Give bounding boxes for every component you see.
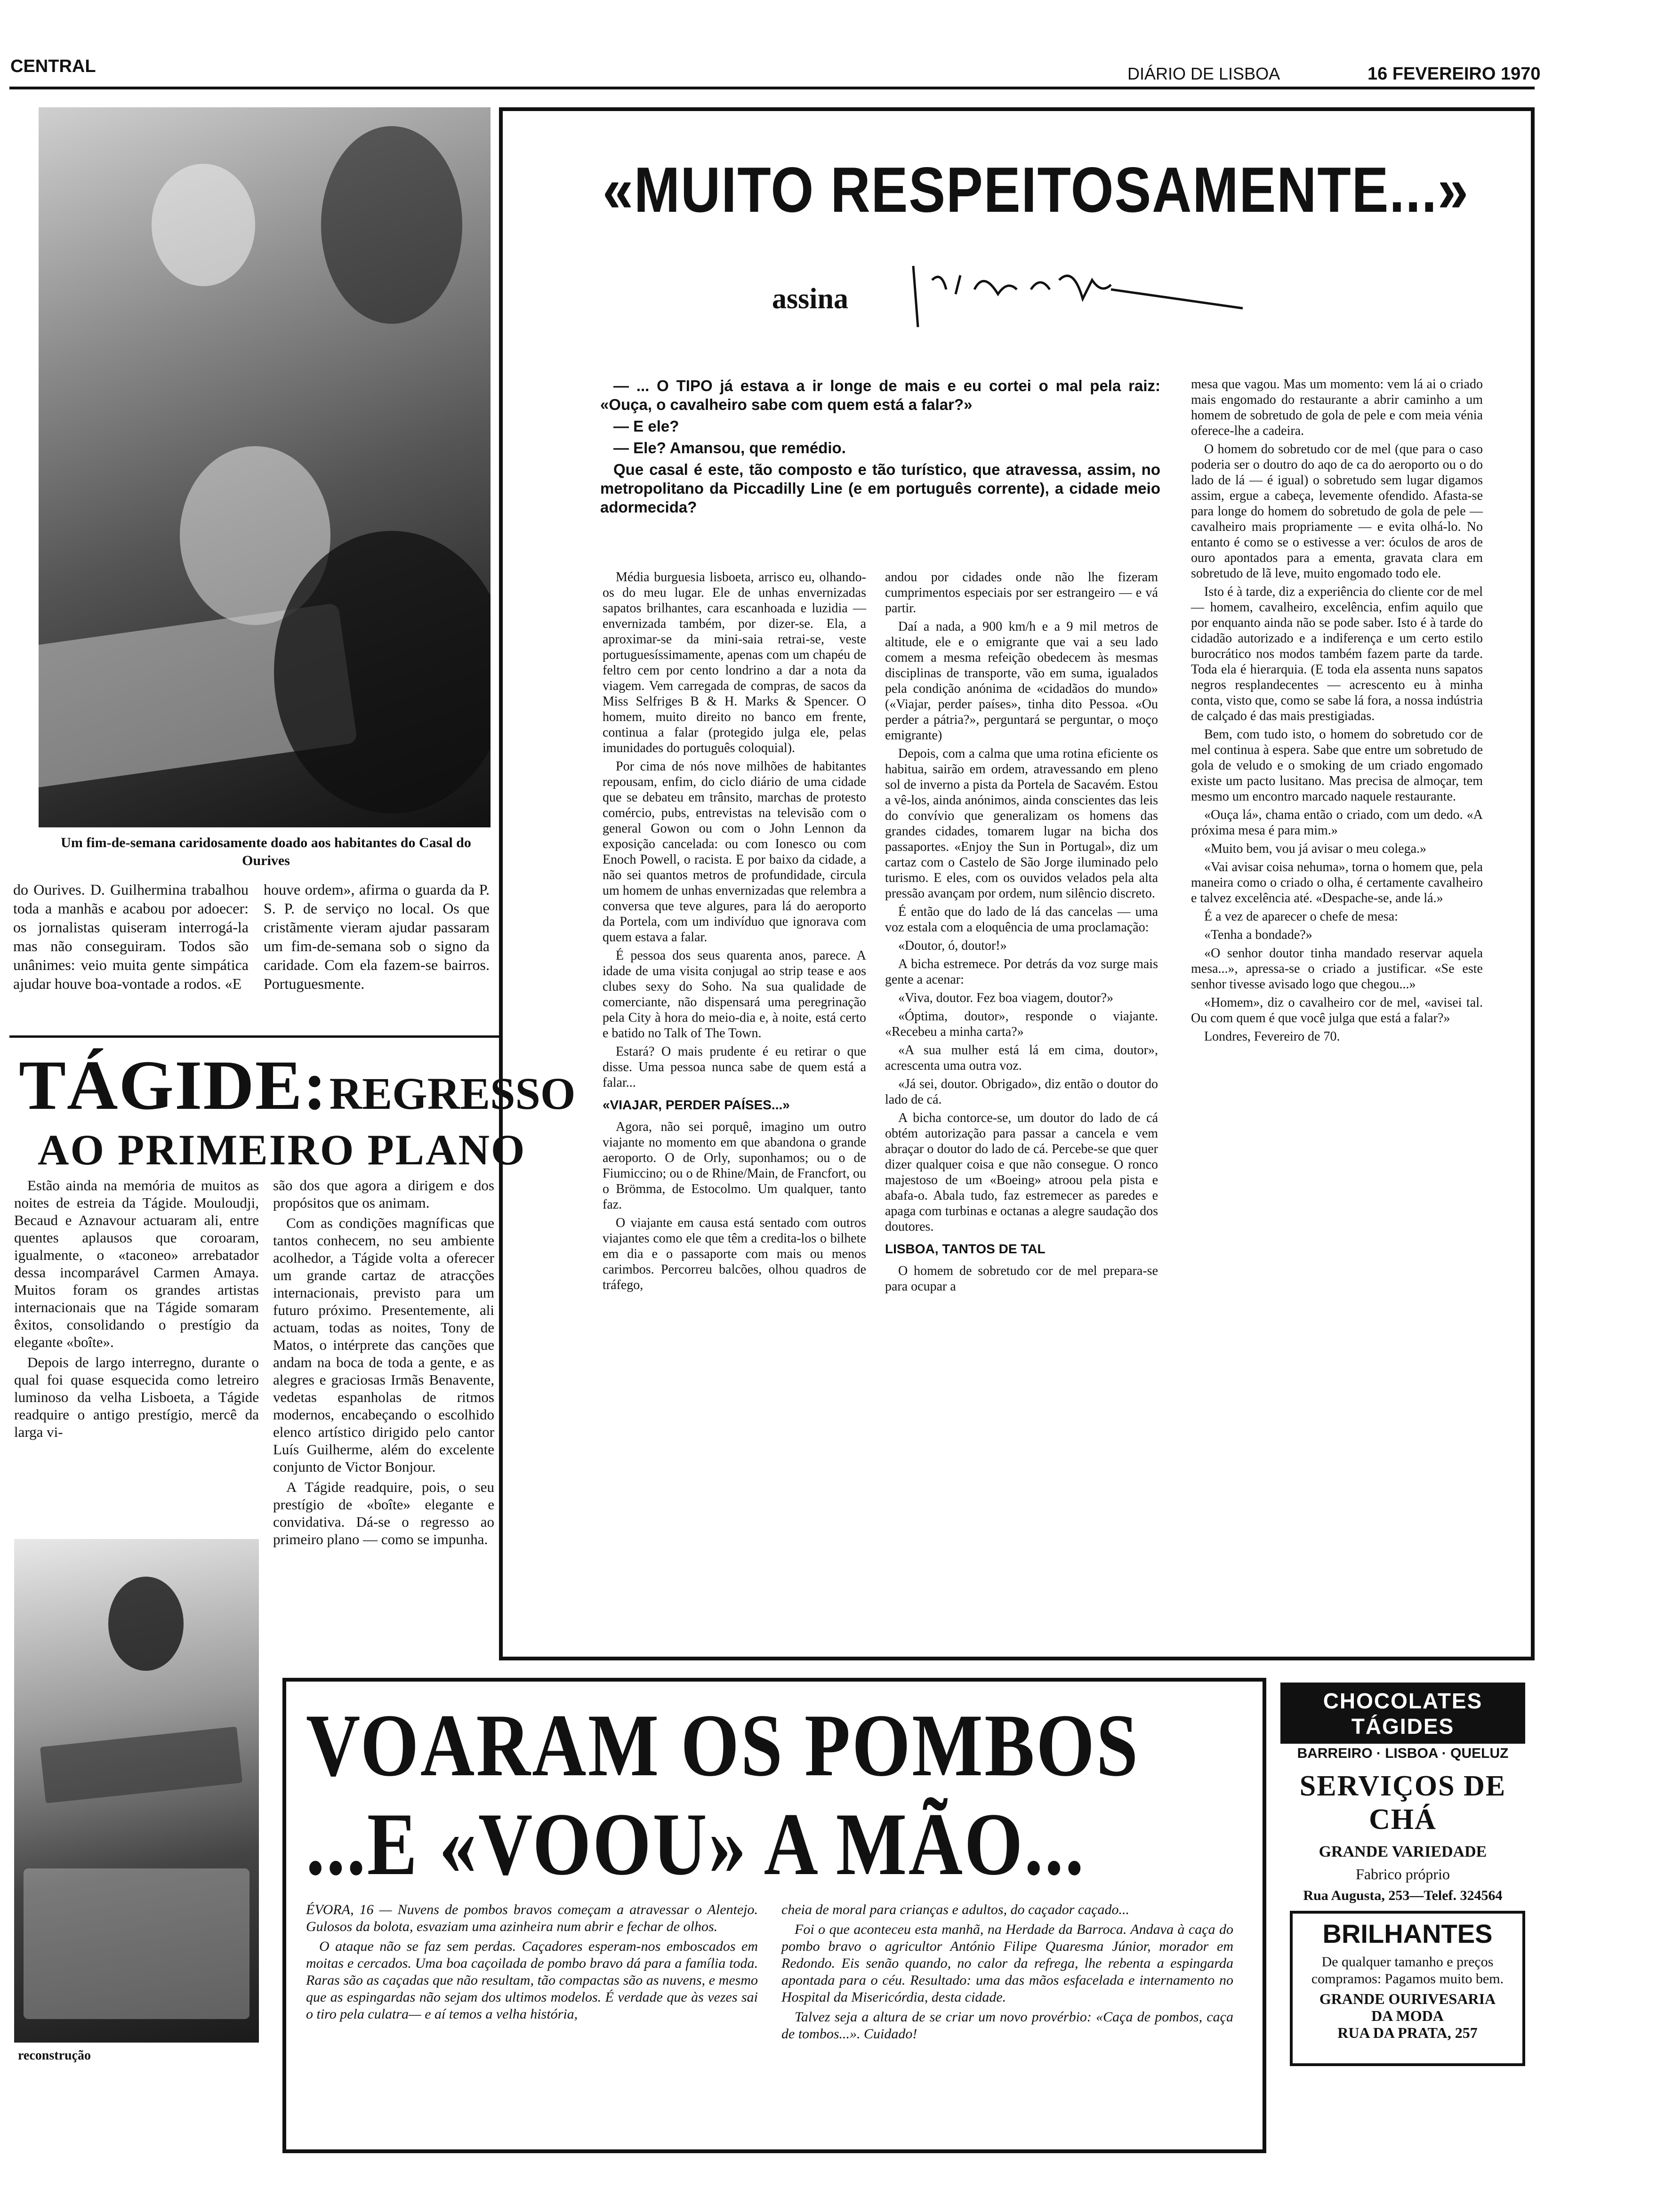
header-rule [9,87,1535,89]
main-col3-p7: «Vai avisar coisa nehuma», torna o homem que, pela maneira como o criado o olha, é certamente cavalheiro e talvez excelência até. «Despache-se, ande lá.» [1191,860,1483,906]
byline-label: assina [772,283,848,315]
main-col2-p9: «A sua mulher está lá em cima, doutor», acrescenta uma outra voz. [885,1043,1158,1073]
main-col3-p9: «Tenha a bondade?» [1204,928,1312,942]
lead-p4: Que casal é este, tão composto e tão turístico, que atravessa, assim, no metropolitano da Piccadilly Line (e em português corrente), a cidade meio adormecida? [600,461,1160,516]
tagide-col1 [14,1177,259,1443]
tagide-col1-p1: Estão ainda na memória de muitos as noites de estreia da Tágide. Mouloudji, Becaud e Aznavour actuaram ali, entre quentes aplausos que coroaram, igualmente, o «taconeo» arrebatador dessa incomparável Carmen Amaya. Muitos foram os grandes artistas internacionais que na Tágide somaram êxitos, consolidando o prestígio da elegante «boîte». [14,1177,259,1350]
main-col2-p2: Daí a nada, a 900 km/h e a 9 mil metros de altitude, ele e o emigrante que vai a seu lado comem a mesma refeição obedecem às mesmas disciplinas de transporte, vão em suma, igualados pela condição anónima de «cidadãos do mundo» («Viajar, perder países», tinha dito Pessoa. «Ou perder a pátria?», perguntará se perguntar, o moço emigrante) [885,619,1158,743]
main-col2-p1: andou por cidades onde não lhe fizeram cumprimentos especiais por ser estrangeiro — e vá partir. [885,570,1158,616]
brilhantes-title: BRILHANTES [1322,1919,1493,1948]
signature-scribble [904,261,1280,332]
left-story-col2 [264,880,490,996]
newspaper-name: DIÁRIO DE LISBOA [1127,64,1280,83]
tagide-headline-rest: REGRESSO [329,1068,576,1119]
main-col1-p2: Por cima de nós nove milhões de habitantes repousam, enfim, do ciclo diário de uma cidade que se debateu em trânsito, marchas de protesto comércio, pubs, entrevistas na televisão com o general Gowon ou com o John Lennon da exposição cancelada: ou com Ionesco ou com Enoch Powell, o racista. E por baixo da cidade, a não sei quantos metros de profundidade, circula um homem de unhas envernizadas que relembra a conversa que teve algures, para lá do aeroporto da Portela, com um indivíduo que ignorava com quem estava a falar. [603,759,866,945]
pombos-col2-p3: Talvez seja a altura de se criar um novo provérbio: «Caça de pombos, caça de tombos...». Cuidado! [781,2009,1233,2042]
tagide-headline-big: TÁGIDE: [19,1046,328,1124]
main-col2-p12: O homem de sobretudo cor de mel prepara-se para ocupar a [885,1264,1158,1294]
brilhantes-text: De qualquer tamanho e preços compramos: Pagamos muito bem. [1311,1954,1504,1987]
main-article-lead [600,377,1160,520]
cha-line2: Fabrico próprio [1356,1866,1450,1883]
main-col2-p7: «Viva, doutor. Fez boa viagem, doutor?» [898,991,1114,1005]
chocolates-brand: CHOCOLATES TÁGIDES [1283,1685,1522,1742]
main-col3-p11: «Homem», diz o cavalheiro cor de mel, «avisei tal. Ou com quem é que você julga que está a falar?» [1191,995,1483,1026]
main-col2-p8: «Óptima, doutor», responde o viajante. «Recebeu a minha carta?» [885,1009,1158,1039]
left-story-col1-text: do Ourives. D. Guilhermina trabalhou toda a manhãs e acabou por adoecer: os jornalistas quiseram interrogá-la mas não conseguiram. Todos são unânimes: veio muita gente simpática ajudar houve boa-vontade a rodos. «E [13,881,249,992]
tagide-col2-p1: são dos que agora a dirigem e dos propósitos que os animam. [273,1177,494,1211]
pombos-headline-line1: VOARAM OS POMBOS [306,1696,1140,1795]
tagide-col2-p2: Com as condições magníficas que tantos conhecem, no seu ambiente acolhedor, a Tágide volta a oferecer um grande cartaz de atracções internacionais, previsto para um futuro próximo. Presentemente, ali actuam, todas as noites, Tony de Matos, o intérprete das canções que andam na boca de toda a gente, e as alegres e graciosas Irmãs Benavente, vedetas espanholas de ritmos modernos, encabeçando o escolhido elenco artístico dirigido pelo cantor Luís Guilherme, além do excelente conjunto de Victor Bonjour. [273,1215,494,1475]
left-divider [9,1035,499,1038]
main-col1 [603,569,866,1296]
tagide-col2-p3: A Tágide readquire, pois, o seu prestígio de «boîte» elegante e convidativa. Dá-se o regresso ao primeiro plano — como se impunha. [273,1479,494,1547]
main-col2-p3: Depois, com a calma que uma rotina eficiente os habitua, sairão em ordem, atravessando em pleno sol de inverno a pista da Portela de Sacavém. Estou a vê-los, ainda anónimos, ainda conscientes das leis do convívio que generalizam os homens das grandes cidades, tomarem lugar na bicha dos passaportes. «Enjoy the Sun in Portugal», diz um cartaz com o Castelo de São Jorge iluminado pelo turismo. E eles, com os ouvidos velados pela alta pressão avançam por ordem, num silêncio discreto. [885,746,1158,901]
main-col1-p5: Agora, não sei porquê, imagino um outro viajante no momento em que abandona o grande aeroporto. O de Orly, suponhamos; ou o de Fiumiccino; ou o de Rhine/Main, de Francfort, ou o Brömma, de Estocolmo. Um qualquer, tanto faz. [603,1120,866,1212]
left-story-col1 [13,880,249,996]
main-col3-p5: «Ouça lá», chama então o criado, com um dedo. «A próxima mesa é para mim.» [1191,808,1483,838]
main-col1-p1: Média burguesia lisboeta, arrisco eu, olhando-os do meu lugar. Ele de unhas envernizadas sapatos brilhantes, cara escanhoada e luzidia — envernizada também, por dizer-se. Ela, a aproximar-se da mini-saia retrai-se, veste portuguesíssimamente, apenas com um chapéu de feltro cem por cento londrino a dar a nota da viagem. Vem carregada de compras, de sacos da Miss Selfriges B & H. Marks & Spencer. O homem, muito direito no banco em frente, continua a falar (protegido julga ele, pelas imunidades do português coloquial). [603,570,866,755]
reconstruction-photo [14,1539,259,2043]
chocolates-ad [1280,1683,1525,1761]
tagide-col1-p2: Depois de largo interregno, durante o qual foi quase esquecida como letreiro luminoso da velha Lisboeta, a Tágide readquire o antigo prestígio, mercê da larga vi- [14,1354,259,1440]
issue-date: 16 FEVEREIRO 1970 [1367,64,1541,84]
main-col2-p4: É então que do lado de lá das cancelas — uma voz estala com a eloquência de uma proclamação: [885,905,1158,935]
pombos-col2-p1: cheia de moral para crianças e adultos, do caçador caçado... [781,1902,1130,1917]
lead-p3: — Ele? Amansou, que remédio. [613,439,846,457]
section-label: CENTRAL [10,56,96,76]
main-col3-p4: Bem, com tudo isto, o homem do sobretudo cor de mel continua à espera. Sabe que entre um sobretudo de gola de veludo e o smoking de um criado engomado existe um pacto lusitano. Mas precisa de almoçar, tem mesmo um encontro marcado naquele restaurante. [1191,727,1483,804]
main-col1-p6: O viajante em causa está sentado com outros viajantes como ele que têm a credita-los o bilhete em dia e o passaporte com mais ou menos carimbos. Percorreu balcões, olhou quadros de tráfego, [603,1216,866,1292]
tagide-col2 [273,1177,494,1551]
main-col3-p6: «Muito bem, vou já avisar o meu colega.» [1204,842,1426,856]
main-col2-p11: A bicha contorce-se, um doutor do lado de cá obtém autorização para passar a cancela e vem abraçar o doutor do lado de cá. Percebe-se que quer dizer qualquer coisa e que não consegue. O ronco majestoso de um «Boeing» atroou pela pista e abafa-o. Abala tudo, faz estremecer as paredes e apaga com turbinas e octanas a alegre saudação dos doutores. [885,1111,1158,1234]
pombos-col1-p2: O ataque não se faz sem perdas. Caçadores esperam-nos emboscados em moitas e cercados. Uma boa caçoilada de pombo bravo dá para a família toda. Raras são as caçadas que não resultam, tão compactas são as nuvens, e mesmo que as espingardas não sejam dos ultimos modelos. É verdade que às vezes sai o tiro pela culatra— e aí temos a velha história, [306,1939,758,2022]
pombos-col2-p2: Foi o que aconteceu esta manhã, na Herdade da Barroca. Andava à caça do pombo bravo o agricultor António Filipe Quaresma Júnior, morador em Redondo. Eis senão quando, no calor da refrega, lhe rebenta a espingarda apontada para o céu. Resultado: uma das mãos esfacelada e internamento no Hospital da Misericórdia, desta cidade. [781,1922,1233,2005]
cha-ad [1280,1770,1525,1903]
cha-line1: GRANDE VARIEDADE [1319,1843,1487,1860]
pombos-col1-p1: ÉVORA, 16 — Nuvens de pombos bravos começam a atravessar o Alentejo. Gulosos da bolota, esvaziam uma azinheira num abrir e fechar de olhos. [306,1902,758,1934]
brilhantes-address: RUA DA PRATA, 257 [1337,2024,1478,2041]
pombos-col1 [306,1901,758,2026]
lead-p1: — ... O TIPO já estava a ir longe de mais e eu cortei o mal pela raiz: «Ouça, o cavalheiro sabe com quem está a falar?» [600,377,1160,413]
chocolates-places: BARREIRO · LISBOA · QUELUZ [1297,1746,1509,1761]
main-col1-p4: Estará? O mais prudente é eu retirar o que disse. Uma pessoa nunca sabe de quem está a falar... [603,1044,866,1090]
main-col1-p3: É pessoa dos seus quarenta anos, parece. A idade de uma visita conjugal ao strip tease e aos clubes sexy do Soho. Na sua qualidade de comerciante, não dispensará uma peregrinação pela City à hora do meio-dia e, à noite, está certo e batido no Talk of The Town. [603,948,866,1041]
brilhantes-store2: DA MODA [1371,2007,1444,2024]
main-col3-p2: O homem do sobretudo cor de mel (que para o caso poderia ser o doutro do aqo de ca do aeroporto ou o do lado de lá — é igual) o sobretudo sem lugar digamos assim, ergue a cabeça, levemente ofendido. Afasta-se para longe do homem do sobretudo de gola de pele — cavalheiro mais propriamente — e evita olhá-lo. No entanto é como se o estivesse a ver: óculos de aros de ouro apontados para a ementa, gravata clara em sobretudo de lã leve, muito engomado todo ele. [1191,442,1483,581]
main-col1-subhead: «VIAJAR, PERDER PAÍSES...» [603,1098,790,1112]
charity-photo-caption: Um fim-de-semana caridosamente doado aos habitantes do Casal do Ourives [61,835,471,868]
tagide-headline-line1 [19,1045,576,1126]
main-col3 [1191,377,1483,1047]
charity-photo [39,107,491,827]
main-article-title: «MUITO RESPEITOSAMENTE...» [603,154,1469,225]
main-col2-p5: «Doutor, ó, doutor!» [898,938,1007,953]
main-col2-p6: A bicha estremece. Por detrás da voz surge mais gente a acenar: [885,957,1158,987]
main-col2 [885,569,1158,1297]
reconstruction-caption: reconstrução [18,2048,91,2063]
brilhantes-store1: GRANDE OURIVESARIA [1319,1990,1496,2007]
main-col2-p10: «Já sei, doutor. Obrigado», diz então o doutor do lado de cá. [885,1077,1158,1107]
main-col3-p1: mesa que vagou. Mas um momento: vem lá ai o criado mais engomado do restaurante a abrir caminho a um homem de sobretudo de gola de pele e com meia vénia oferece-lhe a cadeira. [1191,377,1483,438]
main-col3-p10: «O senhor doutor tinha mandado reservar aquela mesa...», apressa-se o criado a justificar. «Se este senhor tivesse avisado logo que chegou...» [1191,946,1483,992]
cha-address: Rua Augusta, 253—Telef. 324564 [1303,1888,1503,1903]
brilhantes-ad [1290,1911,1525,2066]
tagide-headline-line2: AO PRIMEIRO PLANO [38,1126,526,1174]
cha-title: SERVIÇOS DE CHÁ [1299,1770,1506,1835]
author-signature [904,261,1280,332]
left-story-col2-text: houve ordem», afirma o guarda da P. S. P. de serviço no local. Os que cristãmente vieram ajudar passaram um fim-de-semana sob o signo da caridade. Com ela fazem-se bairros. Portuguesmente. [264,881,490,992]
lead-p2: — E ele? [613,417,679,435]
pombos-headline-line2: ...E «VOOU» A MÃO... [306,1795,1086,1894]
main-col3-p8: É a vez de aparecer o chefe de mesa: [1204,909,1398,924]
pombos-col2 [781,1901,1233,2045]
main-col2-subhead: LISBOA, TANTOS DE TAL [885,1242,1046,1256]
main-col3-dateline: Londres, Fevereiro de 70. [1204,1029,1340,1044]
main-col3-p3: Isto é à tarde, diz a experiência do cliente cor de mel — homem, cavalheiro, excelência, enfim aquilo que por enquanto ainda não se pode saber. Isto é à tarde do cidadão autorizado e a indiferença e um certo estilo burocrático nos modos também fazem parte da tarde. Toda ela é hierarquia. (E toda ela assenta nuns sapatos negros resplandecentes — acrescento eu à minha conta, visto que, como se sabe lá fora, a nossa indústria de calçado é das mais prestigiadas. [1191,585,1483,723]
